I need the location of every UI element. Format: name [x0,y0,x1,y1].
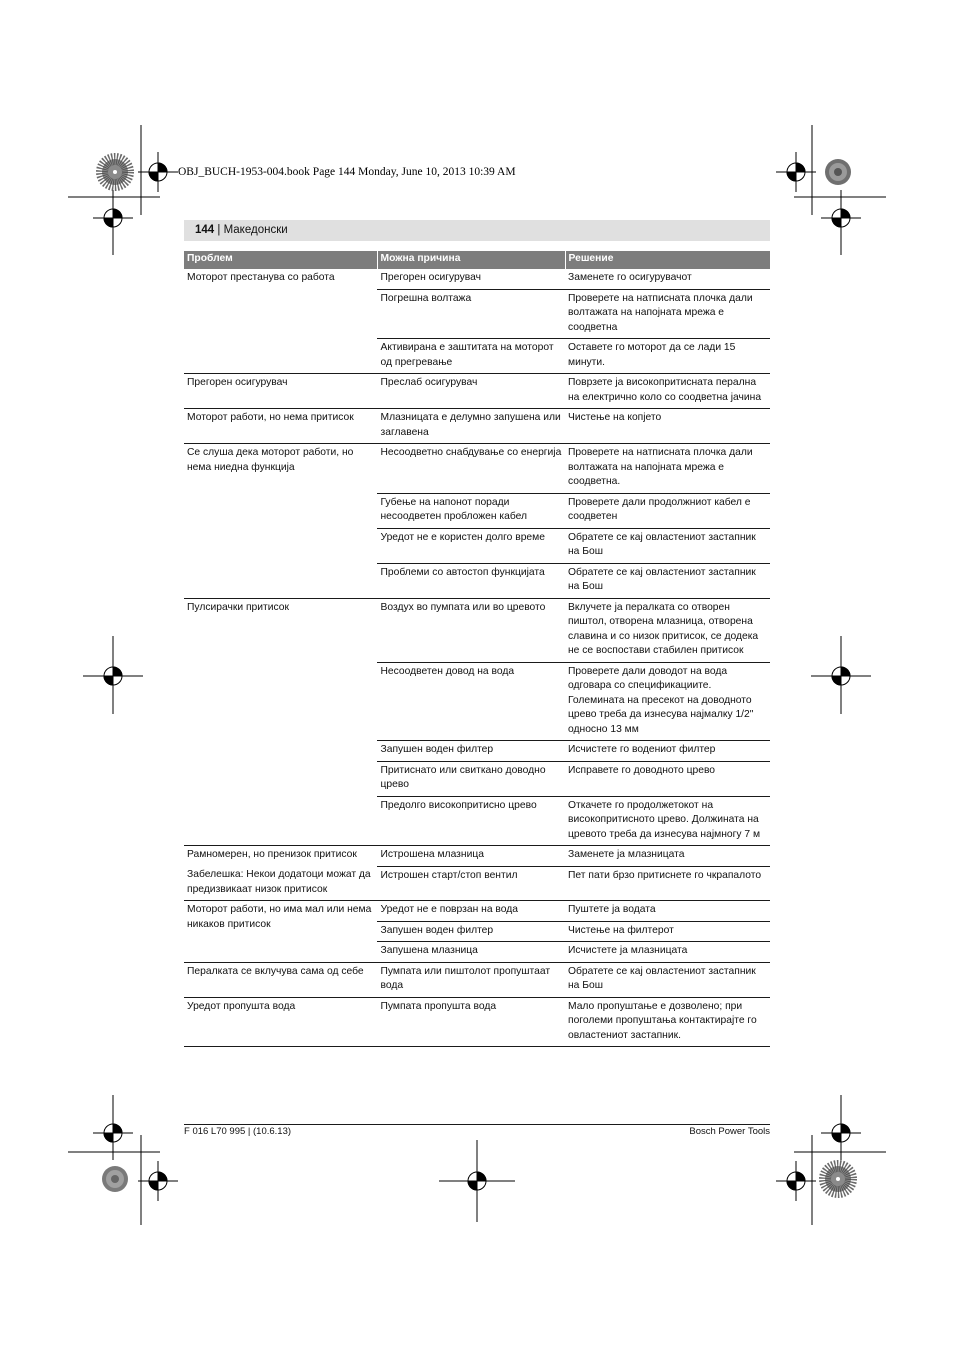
table-row [184,374,770,409]
table-row [184,997,770,1047]
footer-rule [184,1124,770,1125]
cause-cell: Притиснато или свиткано доводно црево [377,761,565,796]
solution-cell: Пет пати брзо притиснете го чкрапалото [565,866,770,901]
solution-cell: Заменете го осигурувачот [565,269,770,289]
header-separator: | [214,224,224,236]
problem-note-cell: Забелешка: Некои додатоци можат да предизвикаат низок притисок [184,866,377,901]
solution-cell: Вклучете ја пералката со отворен пиштол, отворена млазница, отворена славина и со низок притисок, се додека не се воспостави стабилен притисок [565,598,770,662]
cause-cell: Запушен воден филтер [377,921,565,942]
cause-cell: Уредот не е користен долго време [377,528,565,563]
table-row [184,962,770,997]
column-header-problem: Проблем [184,251,377,269]
solution-cell: Оставете го моторот да се лади 15 минути. [565,339,770,374]
problem-cell: Рамномерен, но пренизок притисок [187,849,357,860]
solution-cell: Обратете се кај овластениот застапник на Бош [565,528,770,563]
cause-cell: Несоодветен довод на вода [377,662,565,741]
solution-cell: Проверете на натписната плочка дали волтажата на напојната мрежа е соодветна [565,289,770,339]
solution-cell: Проверете на натписната плочка дали волтажата на напојната мрежа е соодветна. [565,444,770,494]
solution-cell: Проверете дали продолжниот кабел е соодветен [565,493,770,528]
table-row [184,598,770,662]
table-row [184,269,770,289]
table-row [184,866,770,901]
solution-cell: Исчистете го водениот филтер [565,741,770,762]
cause-cell: Воздух во пумпата или во цревото [377,598,565,662]
solution-cell: Исправете го доводното црево [565,761,770,796]
cause-cell: Прегорен осигурувач [377,269,565,289]
table-row [184,409,770,444]
solution-cell: Исчистете ја млазницата [565,942,770,963]
page-number: 144 [195,224,215,236]
table-row [184,846,770,867]
problem-cell: Пералката се вклучува сама од себе [184,962,377,997]
cause-cell: Пумпата или пиштолот пропуштаат вода [377,962,565,997]
solution-cell: Проверете дали доводот на вода одговара со спецификациите. Големината на пресекот на доводното црево треба да изнесува најмалку 1/2" односно 13 мм [565,662,770,741]
problem-cell: Прегорен осигурувач [184,374,377,409]
page-header [184,220,770,241]
header-language: Македонски [223,224,288,236]
cause-cell: Преслаб осигурувач [377,374,565,409]
solution-cell: Заменете ја млазницата [565,846,770,867]
solution-cell: Мало пропуштање е дозволено; при поголеми пропуштања контактирајте го овластениот застапник. [565,997,770,1047]
cause-cell: Несоодветно снабдување со енергија [377,444,565,494]
cause-cell: Млазницата е делумно запушена или заглавена [377,409,565,444]
cause-cell: Запушен воден филтер [377,741,565,762]
footer-publisher: Bosch Power Tools [689,1126,770,1137]
cause-cell: Активирана е заштитата на моторот од прегревање [377,339,565,374]
problem-cell: Моторот работи, но има мал или нема никаков притисок [184,901,377,963]
print-proof-line: OBJ_BUCH-1953-004.book Page 144 Monday, June 10, 2013 10:39 AM [178,166,516,178]
cause-cell: Запушена млазница [377,942,565,963]
solution-cell: Пуштете ја водата [565,901,770,922]
problem-cell: Моторот работи, но нема притисок [184,409,377,444]
table-header-row [184,251,770,269]
column-header-solution: Решение [565,251,770,269]
solution-cell: Обратете се кај овластениот застапник на Бош [565,962,770,997]
solution-cell: Поврзете ја високопритисната перална на електрично коло со соодветна јачина [565,374,770,409]
table-body [184,269,770,1047]
solution-cell: Откачете го продолжетокот на високопритисното црево. Должината на цревото треба да изнесува најмногу 7 м [565,796,770,846]
cause-cell: Истрошен старт/стоп вентил [377,866,565,901]
problem-cell: Се слуша дека моторот работи, но нема ниедна функција [184,444,377,599]
cause-cell: Губење на напонот поради несоодветен пробложен кабел [377,493,565,528]
solution-cell: Чистење на копјето [565,409,770,444]
cause-cell: Проблеми со автостоп функцијата [377,563,565,598]
problem-cell: Пулсирачки притисок [184,598,377,846]
cause-cell: Уредот не е поврзан на вода [377,901,565,922]
problem-cell: Уредот пропушта вода [184,997,377,1047]
cause-cell: Погрешна волтажа [377,289,565,339]
cause-cell: Пумпата пропушта вода [377,997,565,1047]
cause-cell: Истрошена млазница [377,846,565,867]
solution-cell: Обратете се кај овластениот застапник на Бош [565,563,770,598]
cause-cell: Предолго високопритисно црево [377,796,565,846]
problem-cell: Моторот престанува со работа [184,269,377,374]
solution-cell: Чистење на филтерот [565,921,770,942]
footer-order-code: F 016 L70 995 | (10.6.13) [184,1126,292,1137]
column-header-cause: Можна причина [377,251,565,269]
table-row [184,901,770,922]
table-row [184,444,770,494]
troubleshooting-table-wrap [184,251,770,1047]
troubleshooting-table [184,251,770,1047]
